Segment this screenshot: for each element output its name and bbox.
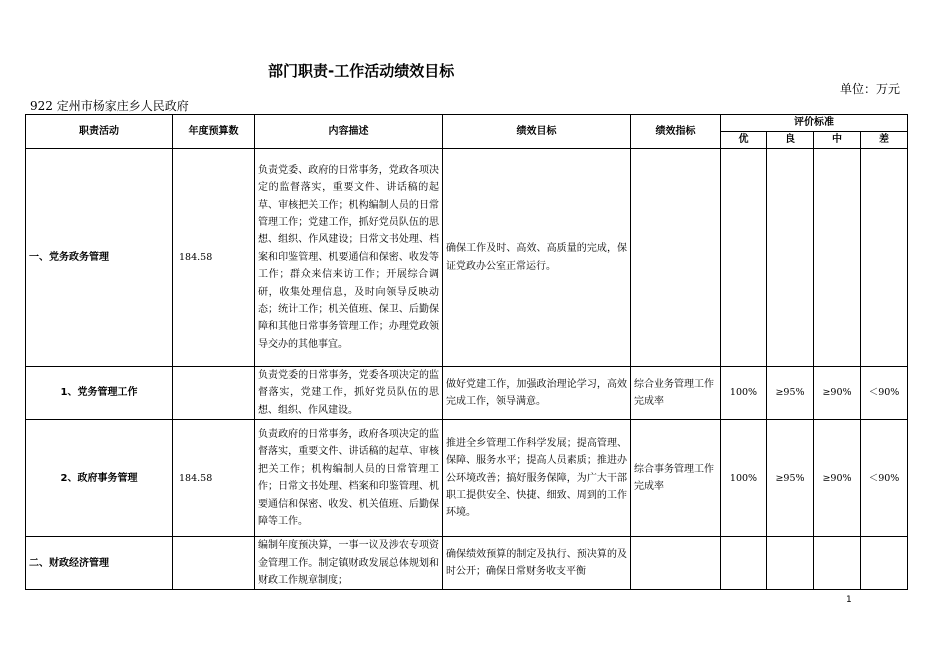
header-indicator: 绩效指标 — [631, 115, 721, 149]
header-content: 内容描述 — [255, 115, 443, 149]
budget-cell — [173, 537, 255, 590]
indicator-cell — [631, 149, 721, 367]
target-cell: 做好党建工作，加强政治理论学习，高效完成工作，领导满意。 — [443, 367, 631, 420]
grade-cell — [721, 537, 767, 590]
content-cell: 负责政府的日常事务，政府各项决定的监督落实，重要文件、讲话稿的起草、审核把关工作；机构编制人员的日常管理工作；日常文书处理、档案和印鉴管理、机要通信和保密、收发、机关值班、后勤保障等工作。 — [255, 420, 443, 537]
grade-cell: ≥95% — [767, 420, 814, 537]
budget-cell: 184.58 — [173, 149, 255, 367]
grade-cell — [861, 149, 908, 367]
grade-cell: ＜90% — [861, 367, 908, 420]
content-cell: 负责党委的日常事务，党委各项决定的监督落实，党建工作，抓好党员队伍的思想、组织、作风建设。 — [255, 367, 443, 420]
role-cell: 2、政府事务管理 — [26, 420, 173, 537]
table-row — [26, 367, 908, 420]
content-cell: 编制年度预决算，一事一议及涉农专项资金管理工作。制定镇财政发展总体规划和财政工作规章制度； — [255, 537, 443, 590]
grade-cell — [767, 537, 814, 590]
header-criteria: 评价标准 — [721, 115, 908, 132]
grade-cell — [721, 149, 767, 367]
content-cell: 负责党委、政府的日常事务，党政各项决定的监督落实，重要文件、讲话稿的起草、审核把关工作；机构编制人员的日常管理工作；党建工作，抓好党员队伍的思想、组织、作风建设；日常文书处理、档案和印鉴管理、机要通信和保密、收发等工作；群众来信来访工作；开展综合调研，收集处理信息，及时向领导反映动态；统计工作；机关值班、保卫、后勤保障和其他日常事务管理工作；办理党政领导交办的其他事宜。 — [255, 149, 443, 367]
grade-cell: ≥95% — [767, 367, 814, 420]
table-row — [26, 420, 908, 537]
grade-cell: ≥90% — [814, 420, 861, 537]
performance-table — [25, 114, 908, 590]
table-row — [26, 149, 908, 367]
grade-cell: ＜90% — [861, 420, 908, 537]
grade-cell: 100% — [721, 367, 767, 420]
header-grade-fair: 中 — [814, 132, 861, 149]
budget-cell — [173, 367, 255, 420]
indicator-cell: 综合业务管理工作完成率 — [631, 367, 721, 420]
target-cell: 推进全乡管理工作科学发展；提高管理、保障、服务水平；提高人员素质；推进办公环境改善；搞好服务保障，为广大干部职工提供安全、快捷、细致、周到的工作环境。 — [443, 420, 631, 537]
role-cell: 1、党务管理工作 — [26, 367, 173, 420]
header-grade-poor: 差 — [861, 132, 908, 149]
header-grade-good: 良 — [767, 132, 814, 149]
target-cell: 确保工作及时、高效、高质量的完成，保证党政办公室正常运行。 — [443, 149, 631, 367]
grade-cell — [814, 537, 861, 590]
document-title: 部门职责-工作活动绩效目标 — [268, 62, 455, 80]
grade-cell — [861, 537, 908, 590]
unit-label: 单位：万元 — [839, 82, 900, 96]
table-row — [26, 537, 908, 590]
target-cell: 确保绩效预算的制定及执行、预决算的及时公开；确保日常财务收支平衡 — [443, 537, 631, 590]
organization-name: 922 定州市杨家庄乡人民政府 — [30, 99, 189, 113]
indicator-cell — [631, 537, 721, 590]
grade-cell: ≥90% — [814, 367, 861, 420]
grade-cell — [814, 149, 861, 367]
page-number: 1 — [846, 595, 852, 605]
header-target: 绩效目标 — [443, 115, 631, 149]
role-cell: 一、党务政务管理 — [26, 149, 173, 367]
role-cell: 二、财政经济管理 — [26, 537, 173, 590]
header-grade-excellent: 优 — [721, 132, 767, 149]
grade-cell — [767, 149, 814, 367]
grade-cell: 100% — [721, 420, 767, 537]
budget-cell: 184.58 — [173, 420, 255, 537]
indicator-cell: 综合事务管理工作完成率 — [631, 420, 721, 537]
header-budget: 年度预算数 — [173, 115, 255, 149]
header-role: 职责活动 — [26, 115, 173, 149]
